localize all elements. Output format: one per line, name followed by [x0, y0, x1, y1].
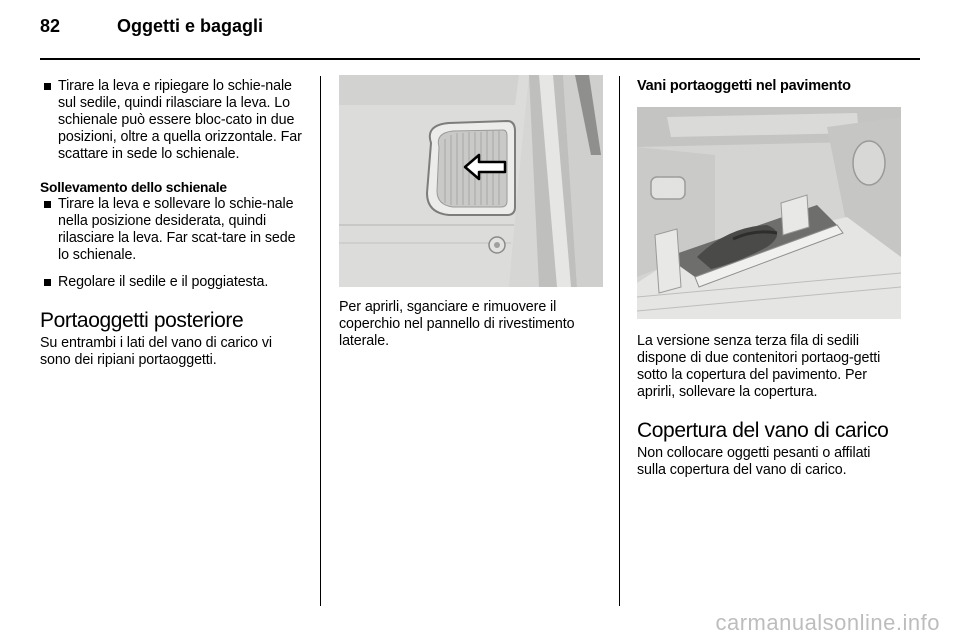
header-rule	[40, 58, 920, 60]
bullet-square-icon	[44, 201, 51, 208]
figure-caption-floor-storage: La versione senza terza fila di sedili dispone di due contenitori portaog-getti sotto la copertura del pavimento. Per aprirli, sollevare la copertura.	[637, 333, 881, 400]
section-title-rear-storage: Portaoggetti posteriore	[40, 309, 244, 332]
section-title-floor-storage: Vani portaoggetti nel pavimento	[637, 78, 851, 94]
intro-bullet-list	[40, 78, 302, 163]
watermark: carmanualsonline.info	[715, 610, 940, 635]
section-text-load-cover: Non collocare oggetti pesanti o affilati sulla copertura del vano di carico.	[637, 445, 871, 478]
page-number: 82	[40, 16, 61, 36]
column-left	[40, 78, 302, 369]
bullet-square-icon	[44, 83, 51, 90]
section-title-load-cover: Copertura del vano di carico	[637, 419, 889, 442]
column-middle	[339, 75, 603, 350]
list-item-text: Tirare la leva e ripiegare lo schie-nale sul sedile, quindi rilasciare la leva. Lo schienale può essere bloc-cato in due posizioni, oltre a quella orizzontale. Far scattare in sede lo schienale.	[58, 78, 302, 162]
subheading-raise-backrest: Sollevamento dello schienale	[40, 180, 227, 195]
floor-storage-illustration	[637, 107, 901, 319]
figure-caption-side-panel: Per aprirli, sganciare e rimuovere il coperchio nel pannello di rivestimento laterale.	[339, 299, 575, 349]
side-panel-cover-illustration	[339, 75, 603, 287]
raise-bullet-list	[40, 196, 302, 291]
list-item	[40, 274, 302, 291]
bullet-square-icon	[44, 279, 51, 286]
column-divider-1	[320, 76, 321, 606]
list-item-text: Regolare il sedile e il poggiatesta.	[58, 274, 269, 290]
list-item	[40, 78, 302, 163]
column-right	[637, 78, 901, 479]
page-heading: Oggetti e bagagli	[117, 16, 264, 36]
section-text-rear-storage: Su entrambi i lati del vano di carico vi sono dei ripiani portaoggetti.	[40, 335, 273, 368]
list-item	[40, 196, 302, 264]
list-item-text: Tirare la leva e sollevare lo schie-nale nella posizione desiderata, quindi rilasciare la leva. Far scat-tare in sede lo schienale.	[58, 196, 296, 263]
page-header	[40, 16, 920, 50]
column-divider-2	[619, 76, 620, 606]
